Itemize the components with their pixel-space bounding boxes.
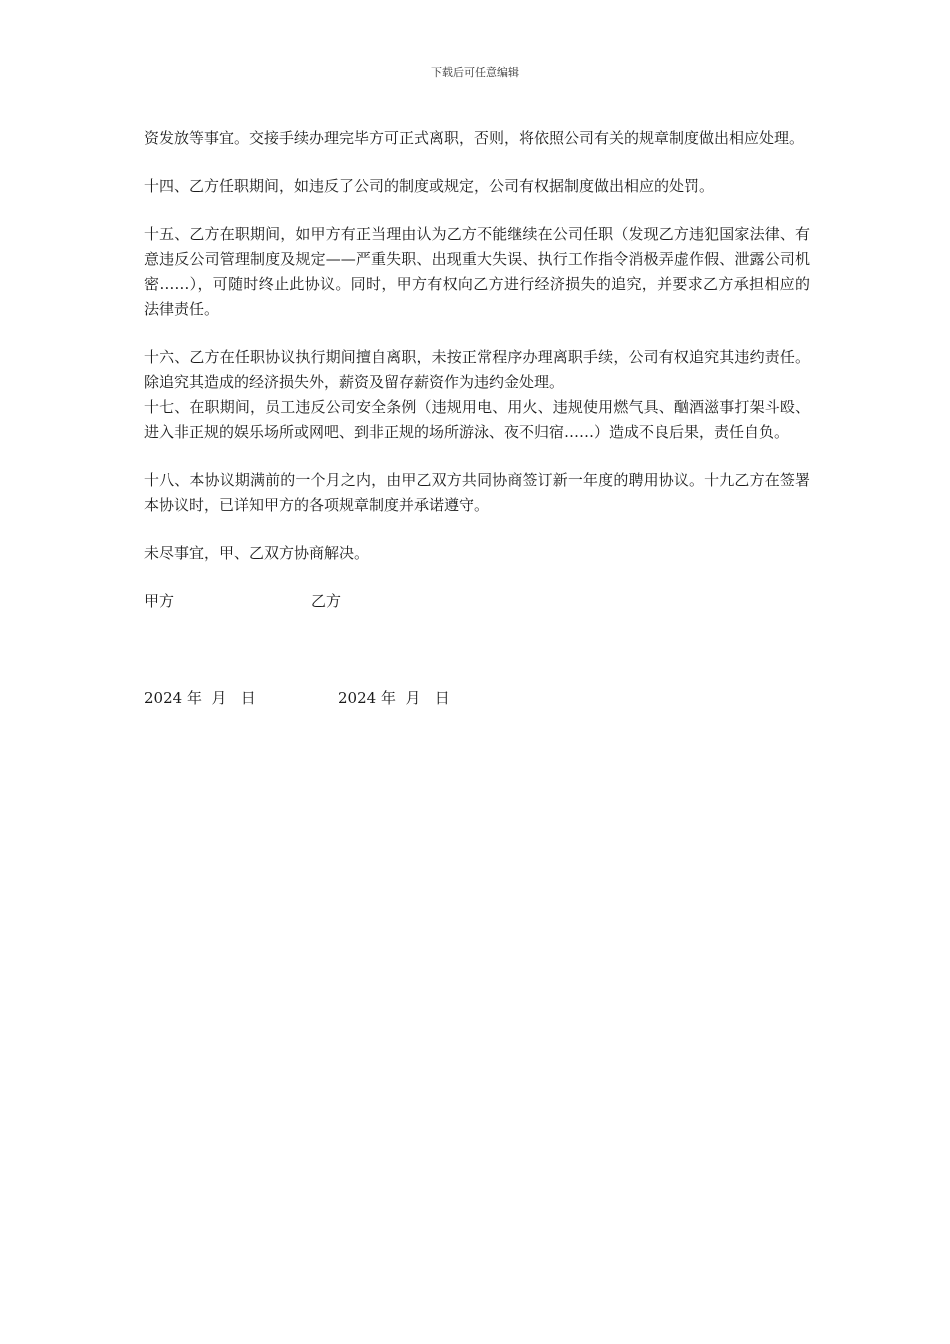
- clause-17: 十七、在职期间，员工违反公司安全条例（违规用电、用火、违规使用燃气具、酗酒滋事打架斗殴、进入非正规的娱乐场所或网吧、到非正规的场所游泳、夜不归宿……）造成不良后果，责任自负。: [144, 398, 810, 441]
- signature-date-row: [144, 686, 810, 711]
- paragraph-gap: [144, 322, 810, 345]
- clause-18: 十八、本协议期满前的一个月之内，由甲乙双方共同协商签订新一年度的聘用协议。十九乙方在签署本协议时，已详知甲方的各项规章制度并承诺遵守。: [144, 471, 810, 514]
- closing-statement: 未尽事宜，甲、乙双方协商解决。: [144, 544, 370, 562]
- paragraph-gap: [144, 199, 810, 222]
- clause-16: 十六、乙方在任职协议执行期间擅自离职，未按正常程序办理离职手续，公司有权追究其违约责任。除追究其造成的经济损失外，薪资及留存薪资作为违约金处理。: [144, 348, 810, 391]
- agreement-body: [144, 126, 810, 711]
- paragraph-gap: [144, 518, 810, 541]
- paragraph-gap: [144, 151, 810, 174]
- clause-13-continuation: 资发放等事宜。交接手续办理完毕方可正式离职，否则，将依照公司有关的规章制度做出相应处理。: [144, 129, 805, 147]
- party-b-label: 乙方: [311, 592, 342, 610]
- clause-15: 十五、乙方在职期间，如甲方有正当理由认为乙方不能继续在公司任职（发现乙方违犯国家法律、有意违反公司管理制度及规定——严重失职、出现重大失误、执行工作指令消极弄虚作假、泄露公司机密……），可随时终止此协议。同时，甲方有权向乙方进行经济损失的追究，并要求乙方承担相应的法律责任。: [144, 225, 810, 318]
- party-a-label: 甲方: [144, 592, 175, 610]
- party-a-date: 2024 年 月 日: [144, 689, 256, 707]
- paragraph-gap: [144, 566, 810, 589]
- clause-14: 十四、乙方任职期间，如违反了公司的制度或规定，公司有权据制度做出相应的处罚。: [144, 177, 715, 195]
- paragraph-gap: [144, 445, 810, 468]
- page-header-note: 下载后可任意编辑: [431, 66, 519, 79]
- signature-space: [144, 614, 810, 686]
- signature-party-row: [144, 589, 810, 614]
- party-b-date: 2024 年 月 日: [338, 689, 450, 707]
